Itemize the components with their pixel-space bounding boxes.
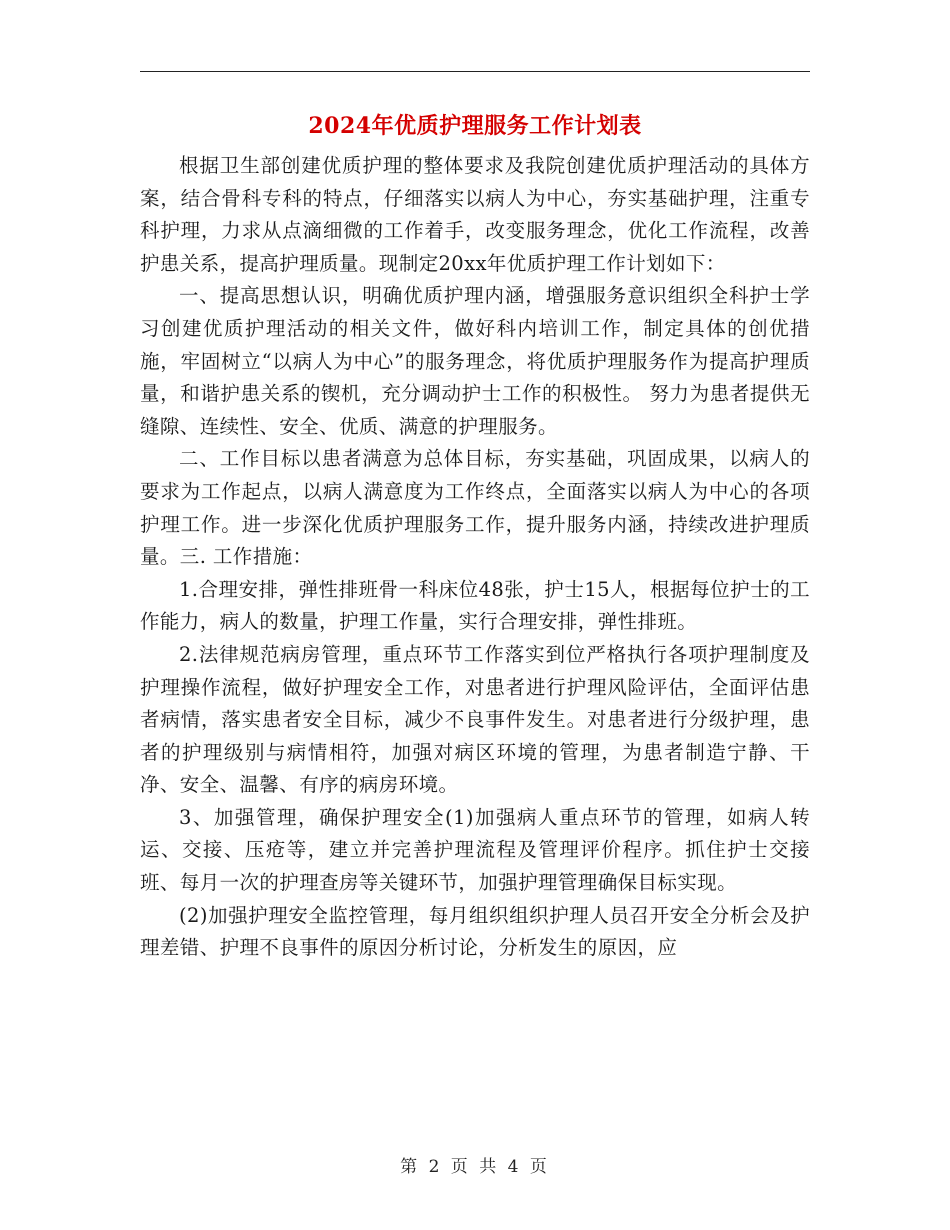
document-title: 2024年优质护理服务工作计划表	[308, 113, 642, 139]
paragraph-section-1: 一、提高思想认识，明确优质护理内涵，增强服务意识组织全科护士学习创建优质护理活动的相关文件，做好科内培训工作，制定具体的创优措施，牢固树立“以病人为中心”的服务理念，将优质护理服务作为提高护理质量，和谐护患关系的锲机，充分调动护士工作的积极性。 努力为患者提供无缝隙、连续性、安全、优质、满意的护理服务。	[140, 284, 810, 438]
document-body	[140, 150, 810, 965]
paragraph-measure-3-sub-2: (2)加强护理安全监控管理，每月组织组织护理人员召开安全分析会及护理差错、护理不良事件的原因分析讨论，分析发生的原因，应	[140, 903, 810, 960]
header-rule	[140, 71, 810, 72]
paragraph-intro: 根据卫生部创建优质护理的整体要求及我院创建优质护理活动的具体方案，结合骨科专科的特点，仔细落实以病人为中心，夯实基础护理，注重专科护理，力求从点滴细微的工作着手，改变服务理念，优化工作流程，改善护患关系，提高护理质量。现制定20xx年优质护理工作计划如下：	[140, 154, 810, 275]
paragraph-measure-1: 1.合理安排，弹性排班骨一科床位48张，护士15人，根据每位护士的工作能力，病人的数量，护理工作量，实行合理安排，弹性排班。	[140, 577, 810, 634]
paragraph-measure-3: 3、加强管理，确保护理安全(1)加强病人重点环节的管理，如病人转运、交接、压疮等，建立并完善护理流程及管理评价程序。抓住护士交接班、每月一次的护理查房等关键环节，加强护理管理确保目标实现。	[140, 805, 810, 895]
paragraph-measure-2: 2.法律规范病房管理，重点环节工作落实到位严格执行各项护理制度及护理操作流程，做好护理安全工作，对患者进行护理风险评估，全面评估患者病情，落实患者安全目标，减少不良事件发生。对患者进行分级护理，患者的护理级别与病情相符，加强对病区环境的管理，为患者制造宁静、干净、安全、温馨、有序的病房环境。	[140, 642, 810, 797]
page-number-footer: 第 2 页 共 4 页	[400, 1157, 550, 1177]
paragraph-section-2: 二、工作目标以患者满意为总体目标，夯实基础，巩固成果，以病人的要求为工作起点，以病人满意度为工作终点，全面落实以病人为中心的各项护理工作。进一步深化优质护理服务工作，提升服务内涵，持续改进护理质量。三. 工作措施：	[140, 447, 810, 569]
